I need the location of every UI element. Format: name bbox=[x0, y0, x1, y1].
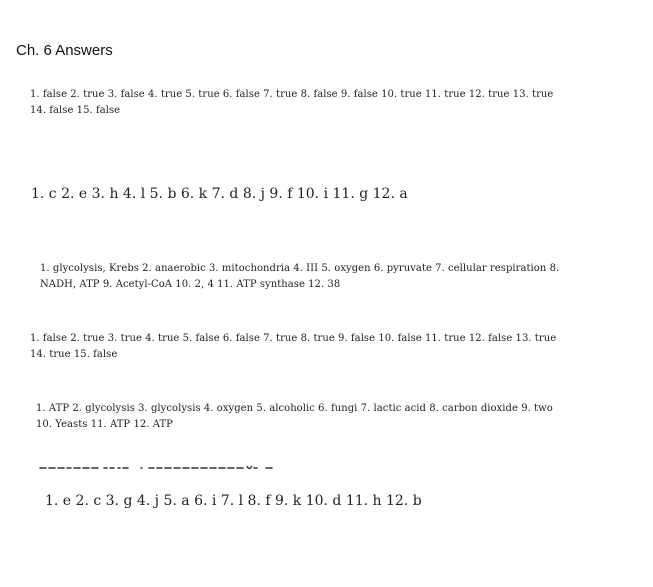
answer-line: 1. false 2. true 3. false 4. true 5. true 6. false 7. true 8. false 9. false 10. true 11. true 12. true 13. true bbox=[30, 89, 554, 100]
answer-line: 10. Yeasts 11. ATP 12. ATP bbox=[36, 419, 173, 430]
cropped-text-fragment bbox=[38, 462, 328, 472]
answer-section-matching-2 bbox=[45, 492, 422, 510]
answer-line: 1. false 2. true 3. true 4. true 5. false 6. false 7. true 8. true 9. false 10. false 11. true 12. false 13. true bbox=[30, 333, 557, 344]
answer-section-matching-1 bbox=[31, 185, 408, 203]
answer-section-fill-in-2 bbox=[36, 401, 553, 433]
answer-section-true-false-2 bbox=[30, 331, 556, 363]
answer-line: 1. c 2. e 3. h 4. l 5. b 6. k 7. d 8. j 9. f 10. i 11. g 12. a bbox=[31, 186, 408, 202]
answer-line: 14. true 15. false bbox=[30, 349, 118, 360]
cropped-text-graphic bbox=[38, 462, 328, 472]
answer-line: 14. false 15. false bbox=[30, 105, 121, 116]
answer-line: 1. glycolysis, Krebs 2. anaerobic 3. mitochondria 4. III 5. oxygen 6. pyruvate 7. cellular respiration 8. bbox=[40, 263, 560, 274]
answer-line: 1. e 2. c 3. g 4. j 5. a 6. i 7. l 8. f 9. k 10. d 11. h 12. b bbox=[45, 493, 422, 509]
answer-section-fill-in-1 bbox=[40, 261, 559, 293]
answer-line: 1. ATP 2. glycolysis 3. glycolysis 4. oxygen 5. alcoholic 6. fungi 7. lactic acid 8. carbon dioxide 9. two bbox=[36, 403, 553, 414]
answer-line: NADH, ATP 9. Acetyl-CoA 10. 2, 4 11. ATP synthase 12. 38 bbox=[40, 279, 341, 290]
answer-section-true-false-1 bbox=[30, 87, 553, 119]
page-title: Ch. 6 Answers bbox=[16, 42, 113, 59]
